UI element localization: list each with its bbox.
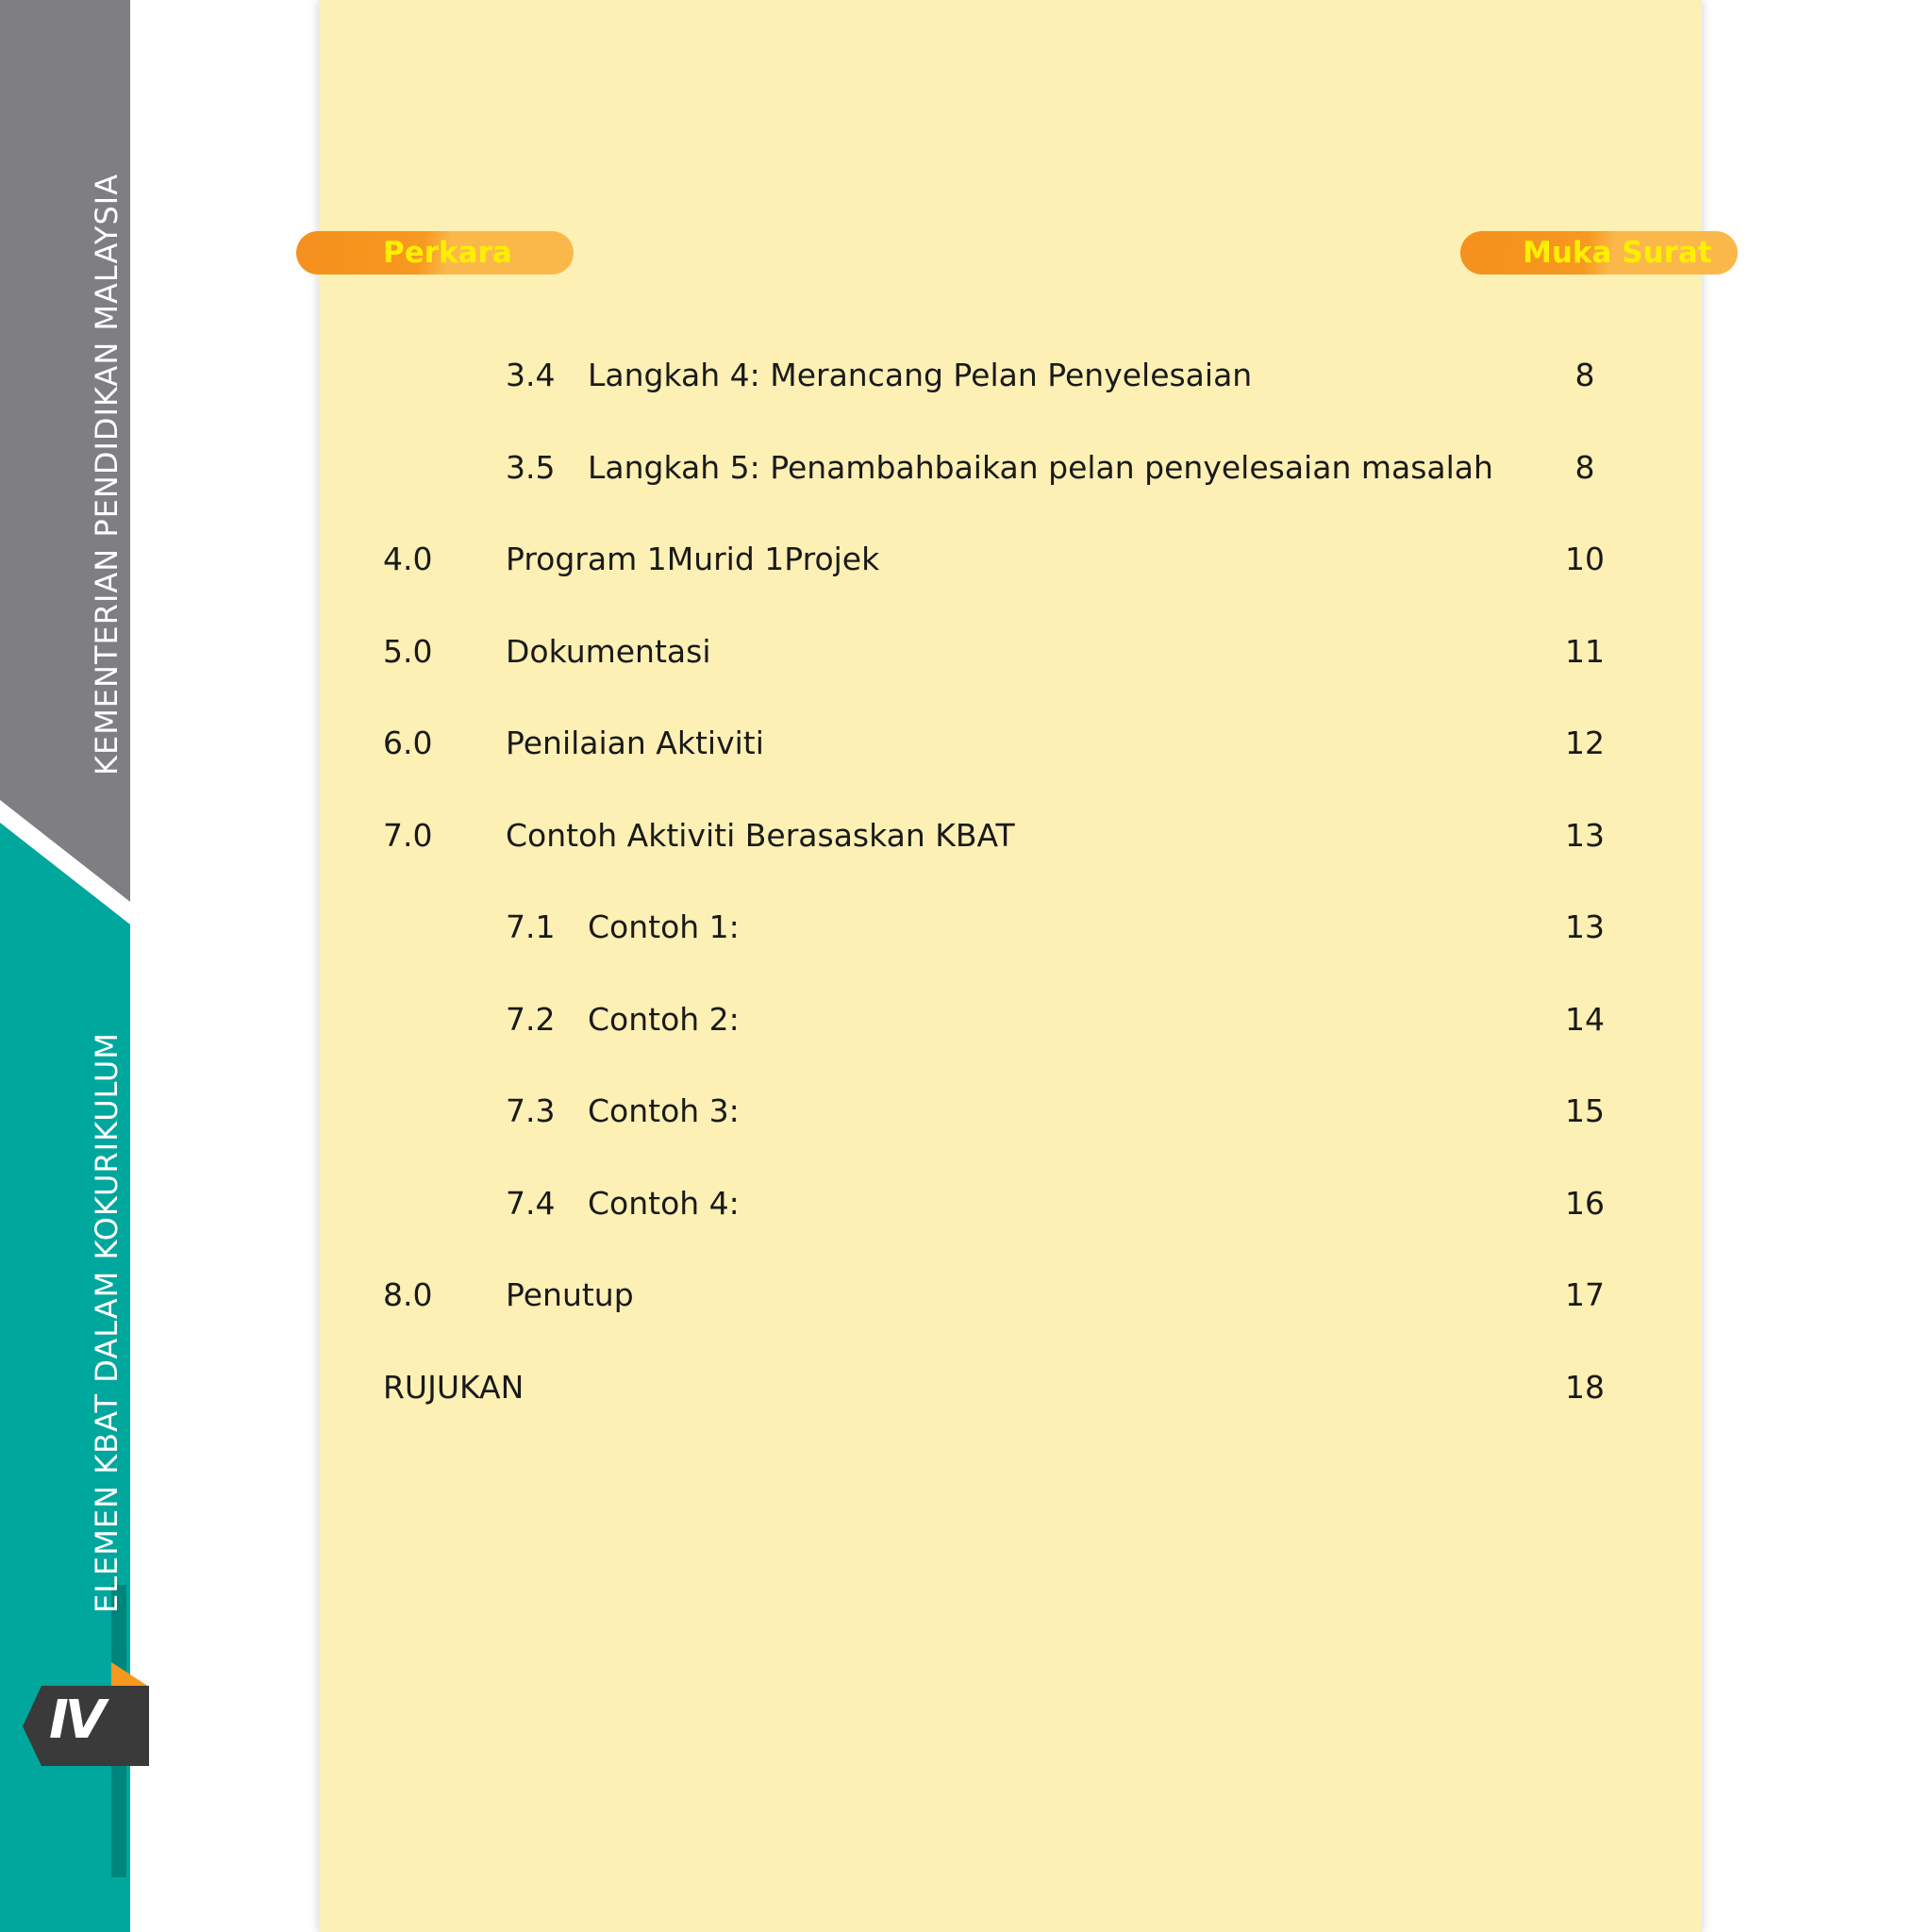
toc-page: 15 [1565,1092,1605,1129]
toc-title: Langkah 5: Penambahbaikan pelan penyelesaian masalah [588,449,1493,486]
toc-page: 8 [1574,357,1595,393]
perkara-header: Perkara [296,231,574,275]
toc-title: Penilaian Aktiviti [506,724,764,761]
page-number: IV [49,1690,103,1751]
toc-title: Contoh 4: [588,1185,740,1222]
toc-title: Contoh Aktiviti Berasaskan KBAT [506,817,1015,854]
ministry-vertical-text: KEMENTERIAN PENDIDIKAN MALAYSIA [89,173,125,775]
toc-title: Contoh 2: [588,1001,740,1038]
toc-number: 7.2 [506,1001,556,1038]
toc-title: Contoh 1: [588,908,740,945]
toc-page: 16 [1565,1185,1605,1222]
toc-number: 7.4 [506,1185,556,1222]
toc-number: 5.0 [383,633,433,670]
toc-number: 3.5 [506,449,556,486]
toc-page: 14 [1565,1001,1605,1038]
document-vertical-title: ELEMEN KBAT DALAM KOKURIKULUM [89,1032,125,1613]
toc-number: 6.0 [383,724,433,761]
muka-surat-header: Muka Surat [1460,231,1738,275]
toc-page: 8 [1574,449,1595,486]
toc-title: RUJUKAN [383,1369,525,1406]
toc-page: 18 [1565,1369,1605,1406]
toc-page: 11 [1565,633,1605,670]
toc-page: 12 [1565,724,1605,761]
toc-number: 8.0 [383,1276,433,1313]
toc-number: 3.4 [506,357,556,393]
toc-page: 17 [1565,1276,1605,1313]
toc-number: 7.0 [383,817,433,854]
toc-title: Penutup [506,1276,634,1313]
toc-page: 10 [1565,541,1605,577]
toc-number: 7.1 [506,908,556,945]
toc-number: 4.0 [383,541,433,577]
toc-title: Program 1Murid 1Projek [506,541,880,577]
toc-page: 13 [1565,817,1605,854]
content-panel [319,0,1702,1932]
toc-title: Langkah 4: Merancang Pelan Penyelesaian [588,357,1253,393]
toc-page: 13 [1565,908,1605,945]
toc-title: Dokumentasi [506,633,711,670]
toc-title: Contoh 3: [588,1092,740,1129]
toc-number: 7.3 [506,1092,556,1129]
